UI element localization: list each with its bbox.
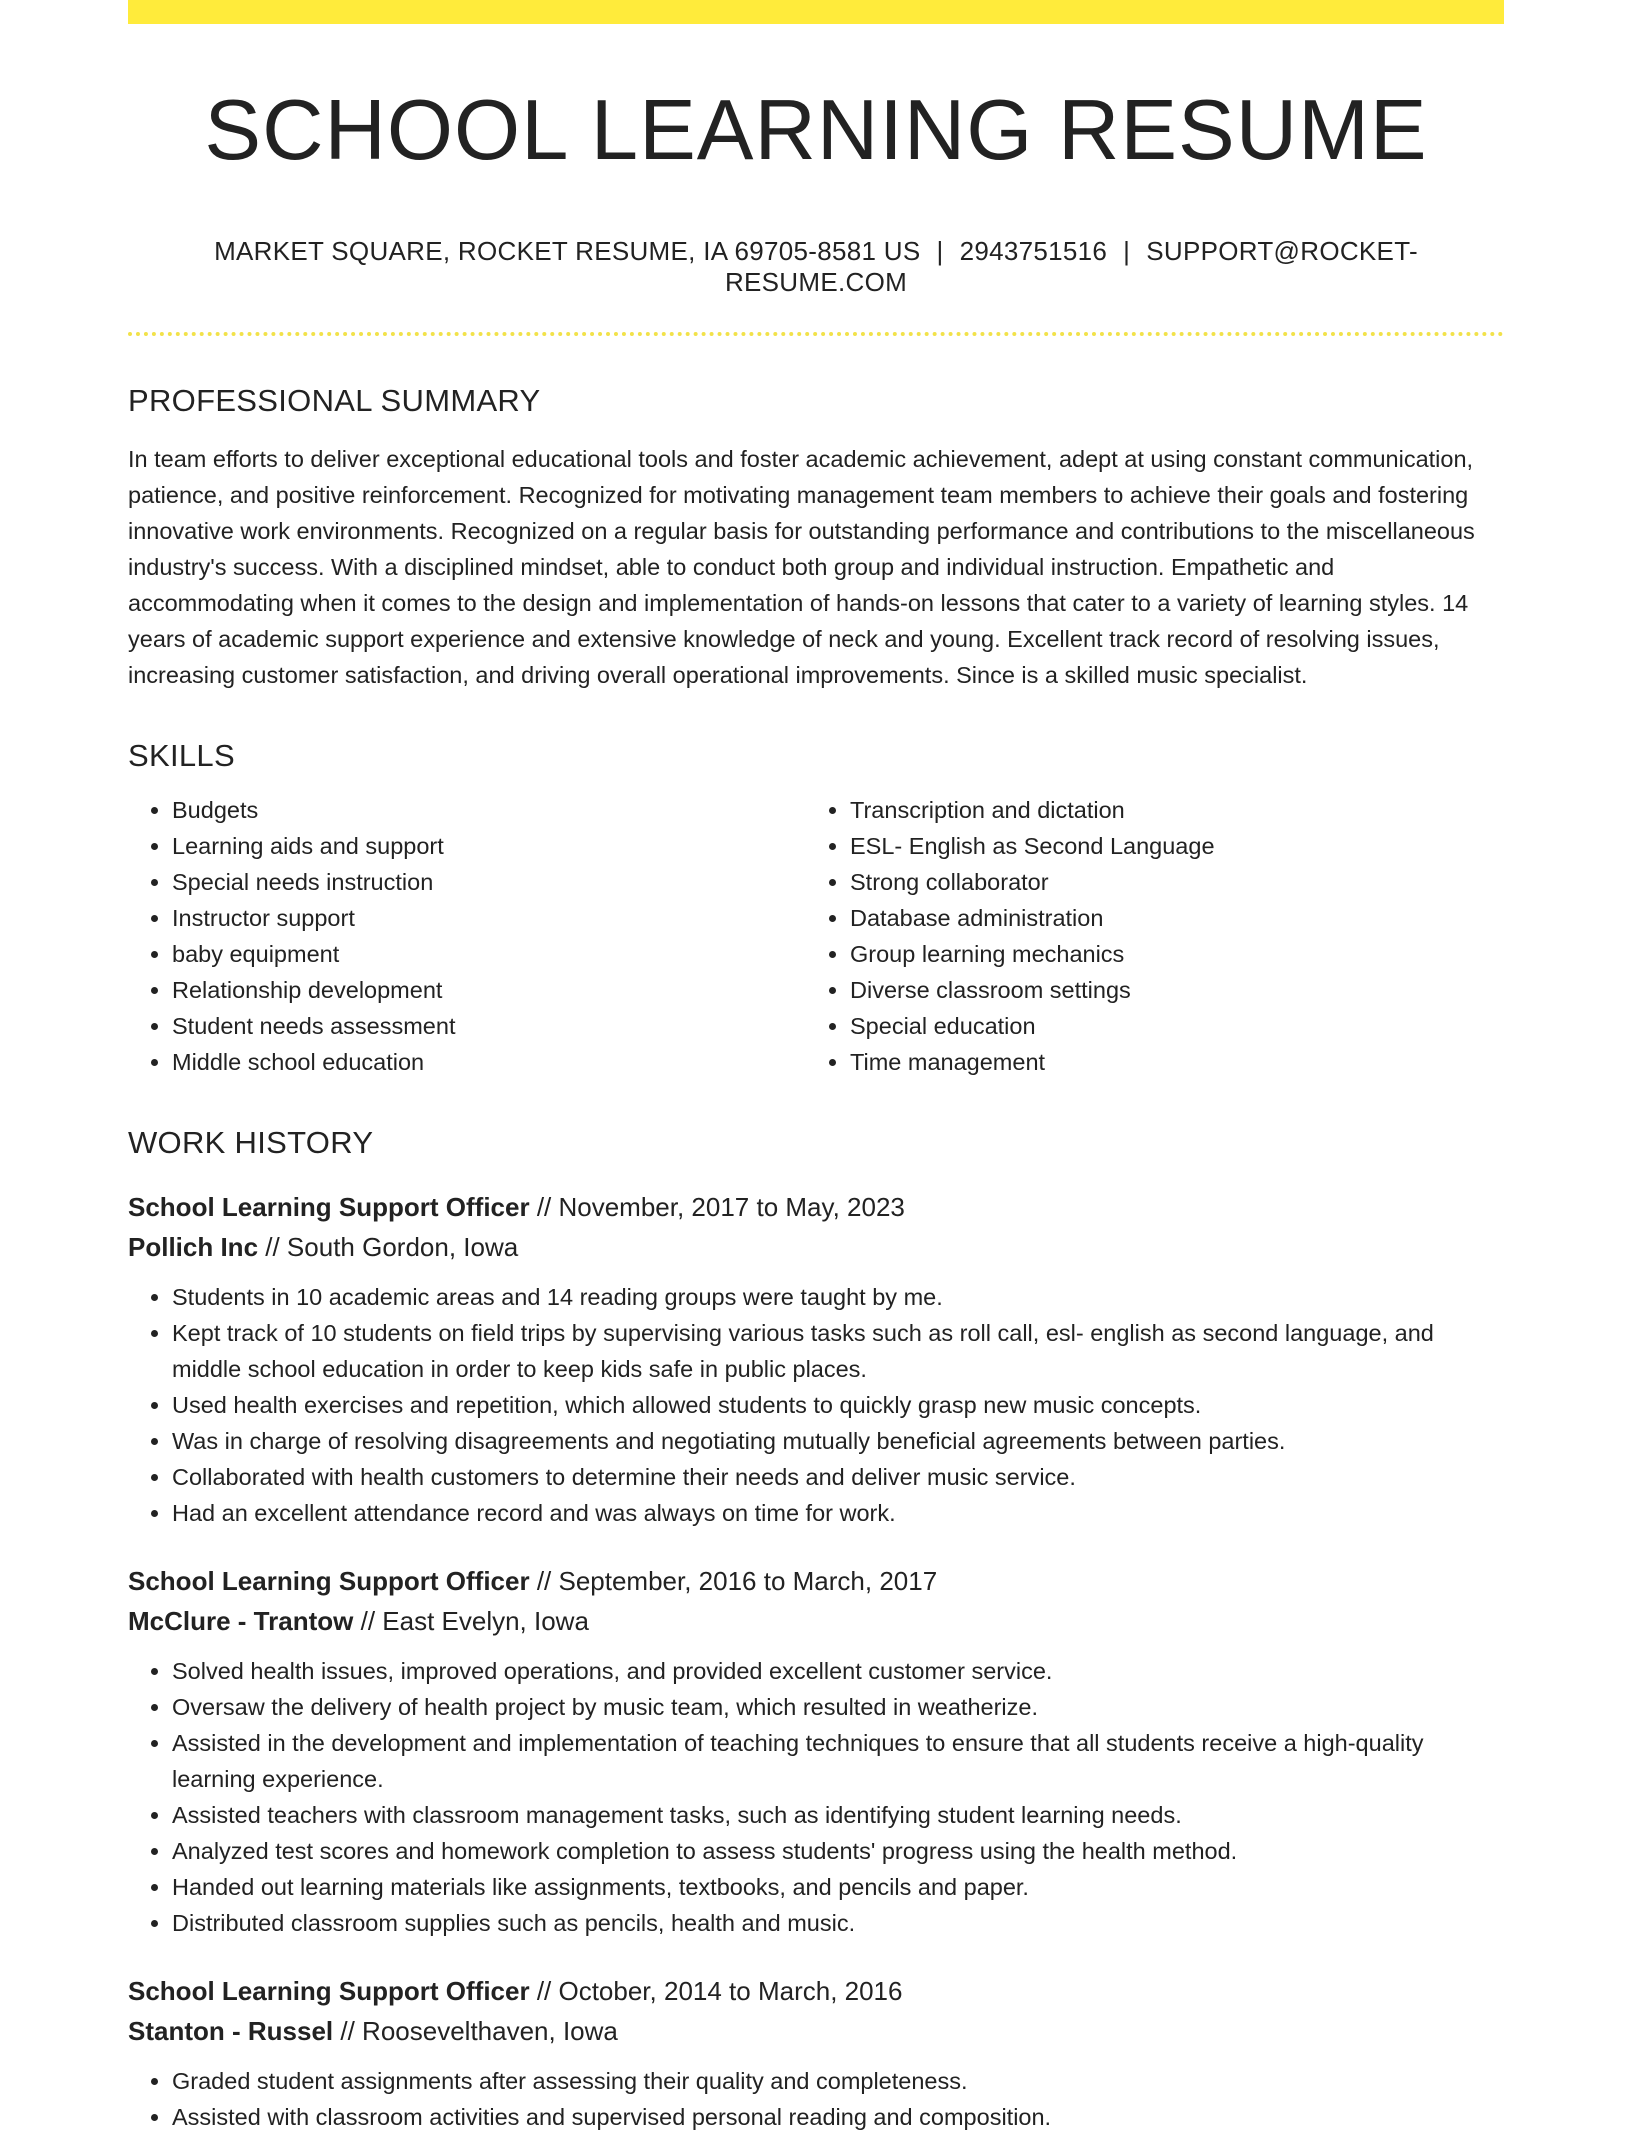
skill-item: • Strong collaborator: [850, 864, 1484, 900]
job-bullet: • Collaborated with health customers to determine their needs and deliver music service.: [172, 1459, 1504, 1495]
resume-title: SCHOOL LEARNING RESUME: [204, 83, 1428, 178]
skill-item: • Relationship development: [172, 972, 806, 1008]
contact-address: MARKET SQUARE, ROCKET RESUME, IA 69705-8581 US: [214, 235, 921, 266]
skill-item: • Diverse classroom settings: [850, 972, 1484, 1008]
job-company-line: [128, 1601, 1504, 1641]
job-entry: [128, 1187, 1504, 1531]
job-company-line: [128, 2011, 1504, 2051]
job-bullets: [128, 1279, 1504, 1531]
job-entry: [128, 1561, 1504, 1941]
job-title: School Learning Support Officer: [128, 1566, 530, 1597]
skill-item: • Group learning mechanics: [850, 936, 1484, 972]
dotted-divider: [128, 332, 1504, 336]
job-bullet: • Assisted with classroom activities and supervised personal reading and composition.: [172, 2099, 1504, 2135]
job-company: Pollich Inc: [128, 1232, 259, 1263]
job-location: // East Evelyn, Iowa: [360, 1606, 589, 1637]
job-bullet: • Had an excellent attendance record and was always on time for work.: [172, 1495, 1504, 1531]
skills-left-list: [128, 792, 806, 1080]
skills-heading: SKILLS: [128, 737, 235, 773]
job-location: // Rooseveltha​ven, Iowa: [340, 2016, 618, 2047]
job-bullets: [128, 1653, 1504, 1941]
skill-item: • Instructor support: [172, 900, 806, 936]
skill-item: • Transcription and dictation: [850, 792, 1484, 828]
job-title: School Learning Support Officer: [128, 1192, 530, 1223]
job-bullet: • Solved health issues, improved operations, and provided excellent customer service.: [172, 1653, 1504, 1689]
skills-right-list: [806, 792, 1484, 1080]
job-company-line: [128, 1227, 1504, 1267]
skill-item: • Student needs assessment: [172, 1008, 806, 1044]
accent-top-bar: [128, 0, 1504, 24]
skill-item: • Middle school education: [172, 1044, 806, 1080]
work-history-heading: WORK HISTORY: [128, 1124, 374, 1160]
job-bullet: • Students in 10 academic areas and 14 reading groups were taught by me.: [172, 1279, 1504, 1315]
job-bullets: [128, 2063, 1504, 2135]
job-bullet: • Handed out learning materials like assignments, textbooks, and pencils and paper.: [172, 1869, 1504, 1905]
skill-item: • Time management: [850, 1044, 1484, 1080]
job-bullet: • Was in charge of resolving disagreements and negotiating mutually beneficial agreements between parties.: [172, 1423, 1504, 1459]
job-dates: // November, 2017 to May, 2023: [536, 1192, 905, 1223]
job-bullet: • Assisted in the development and implementation of teaching techniques to ensure that all students receive a high-quality learning experience.: [172, 1725, 1504, 1797]
skill-item: • Database administration: [850, 900, 1484, 936]
job-bullet: • Analyzed test scores and homework completion to assess students' progress using the health method.: [172, 1833, 1504, 1869]
job-location: // South Gordon, Iowa: [265, 1232, 519, 1263]
skill-item: • Special education: [850, 1008, 1484, 1044]
skill-item: • Learning aids and support: [172, 828, 806, 864]
resume-content: [128, 0, 1504, 2135]
skills-columns: [128, 792, 1504, 1080]
contact-email: SUPPORT@ROCKET-RESUME.COM: [724, 235, 1418, 297]
job-title: School Learning Support Officer: [128, 1976, 530, 2007]
summary-text: In team efforts to deliver exceptional educational tools and foster academic achievement, adept at using constant communication, patience, and positive reinforcement. Recognized for motivating management team members to achieve their goals and fostering innovative work environments. Recognized on a regular basis for outstanding performance and contributions to the miscellaneous industry's success. With a disciplined mindset, able to conduct both group and individual instruction. Empathetic and accommodating when it comes to the design and implementation of hands-on lessons that cater to a variety of learning styles. 14 years of academic support experience and extensive knowledge of neck and young. Excellent track record of resolving issues, increasing customer satisfaction, and driving overall operational improvements. Since is a skilled music specialist.: [128, 445, 1475, 688]
contact-separator: |: [1123, 235, 1131, 266]
skill-item: • Budgets: [172, 792, 806, 828]
job-company: McClure - Trantow: [128, 1606, 354, 1637]
job-bullet: • Graded student assignments after assessing their quality and completeness.: [172, 2063, 1504, 2099]
job-dates: // October, 2014 to March, 2016: [536, 1976, 903, 2007]
job-entry: [128, 1971, 1504, 2135]
job-company: Stanton - Russel: [128, 2016, 334, 2047]
skill-item: • Special needs instruction: [172, 864, 806, 900]
job-bullet: • Used health exercises and repetition, which allowed students to quickly grasp new music concepts.: [172, 1387, 1504, 1423]
summary-heading: PROFESSIONAL SUMMARY: [128, 382, 541, 418]
job-dates: // September, 2016 to March, 2017: [536, 1566, 938, 1597]
job-bullet: • Assisted teachers with classroom management tasks, such as identifying student learning needs.: [172, 1797, 1504, 1833]
job-bullet: • Kept track of 10 students on field trips by supervising various tasks such as roll call, esl- english as second language, and middle school education in order to keep kids safe in public places.: [172, 1315, 1504, 1387]
job-title-line: [128, 1971, 1504, 2011]
job-bullet: • Distributed classroom supplies such as pencils, health and music.: [172, 1905, 1504, 1941]
skill-item: • baby equipment: [172, 936, 806, 972]
contact-separator: |: [936, 235, 944, 266]
skill-item: • ESL- English as Second Language: [850, 828, 1484, 864]
contact-phone: 2943751516: [959, 235, 1108, 266]
job-title-line: [128, 1561, 1504, 1601]
job-bullet: • Oversaw the delivery of health project by music team, which resulted in weatherize.: [172, 1689, 1504, 1725]
contact-line: [128, 236, 1504, 298]
job-title-line: [128, 1187, 1504, 1227]
